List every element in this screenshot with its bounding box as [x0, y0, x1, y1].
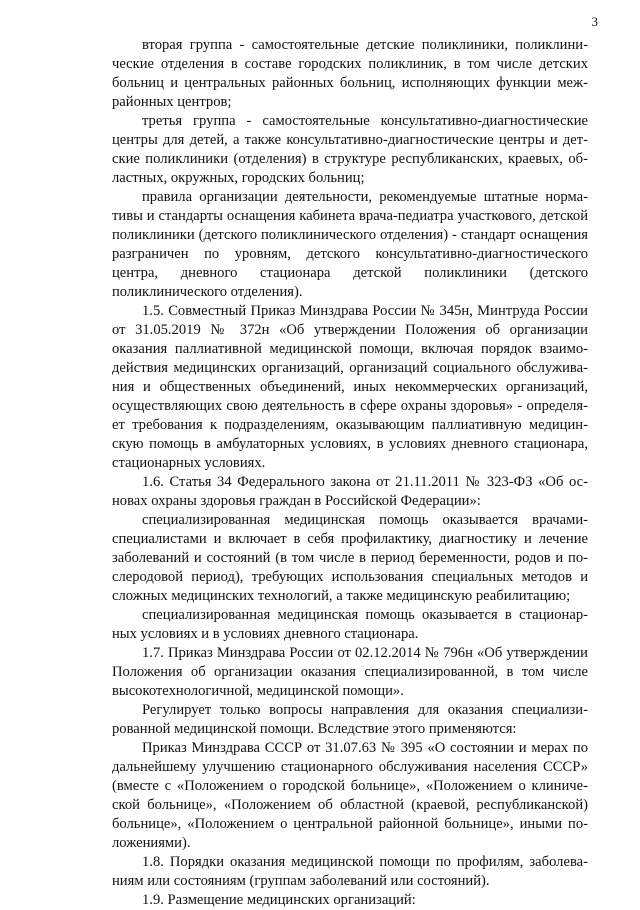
paragraph-1-5: 1.5. Совместный Приказ Минздрава России № 345н, Минтруда России от 31.05.2019 № 372н «Об утверждении Положения об организации оказания паллиативной медицинской помощи, включая порядок взаимодействия медицинских организаций, организаций социального обслуживания и общественных объединений, иных некоммерческих организаций, осуществляющих свою деятельность в сфере охраны здоровья» - определяет требования к подразделениям, оказывающим паллиативную медицинскую помощь в амбулаторных условиях, в условиях дневного стационара, стационарных условиях. — [112, 303, 588, 471]
paragraph-specialized-care: специализированная медицинская помощь оказывается врачами-специалистами и включает в себя профилактику, диагностику и лечение заболеваний и состояний (в том числе в период беременности, родов и послеродовой период), требующих использования специальных методов и сложных медицинских технологий, а также медицинскую реабилитацию; — [112, 512, 588, 604]
paragraph-1-7: 1.7. Приказ Минздрава России от 02.12.2014 № 796н «Об утверждении Положения об организации оказания специализированной, в том числе высокотехнологичной, медицинской помощи». — [112, 645, 588, 699]
document-body — [112, 36, 588, 910]
paragraph-third-group: третья группа - самостоятельные консультативно-диагностические центры для детей, а также консультативно-диагностические центры и детские поликлиники (отделения) в структуре республиканских, краевых, областных, окружных, городских больниц; — [112, 113, 588, 186]
paragraph-specialized-care-conditions: специализированная медицинская помощь оказывается в стационарных условиях и в условиях дневного стационара. — [112, 607, 588, 642]
page-number: 3 — [591, 14, 598, 29]
paragraph-regulates-referral: Регулирует только вопросы направления для оказания специализированной медицинской помощи. Вследствие этого применяются: — [112, 702, 588, 737]
paragraph-order-395: Приказ Минздрава СССР от 31.07.63 № 395 «О состоянии и мерах по дальнейшему улучшению стационарного обслуживания населения СССР» (вместе с «Положением о городской больнице», «Положением о клинической больнице», «Положением об областной (краевой, республиканской) больнице», «Положением о центральной районной больнице», иными положениями). — [112, 740, 588, 851]
paragraph-organization-rules: правила организации деятельности, рекомендуемые штатные нормативы и стандарты оснащения кабинета врача-педиатра участкового, детской поликлиники (детского поликлинического отделения) - стандарт оснащения разграничен по уровням, детского консультативно-диагностического центра, дневного стационара детской поликлиники (детского поликлинического отделения). — [112, 189, 588, 300]
paragraph-second-group: вторая группа - самостоятельные детские поликлиники, поликлинические отделения в составе городских поликлиник, в том числе детских больниц и центральных районных больниц, исполняющих функции межрайонных центров; — [112, 37, 588, 110]
paragraph-1-6: 1.6. Статья 34 Федерального закона от 21.11.2011 № 323-ФЗ «Об основах охраны здоровья граждан в Российской Федерации»: — [112, 474, 588, 509]
paragraph-1-9: 1.9. Размещение медицинских организаций: — [142, 892, 416, 908]
paragraph-1-8: 1.8. Порядки оказания медицинской помощи по профилям, заболеваниям или состояниям (группам заболеваний или состояний). — [112, 854, 588, 889]
